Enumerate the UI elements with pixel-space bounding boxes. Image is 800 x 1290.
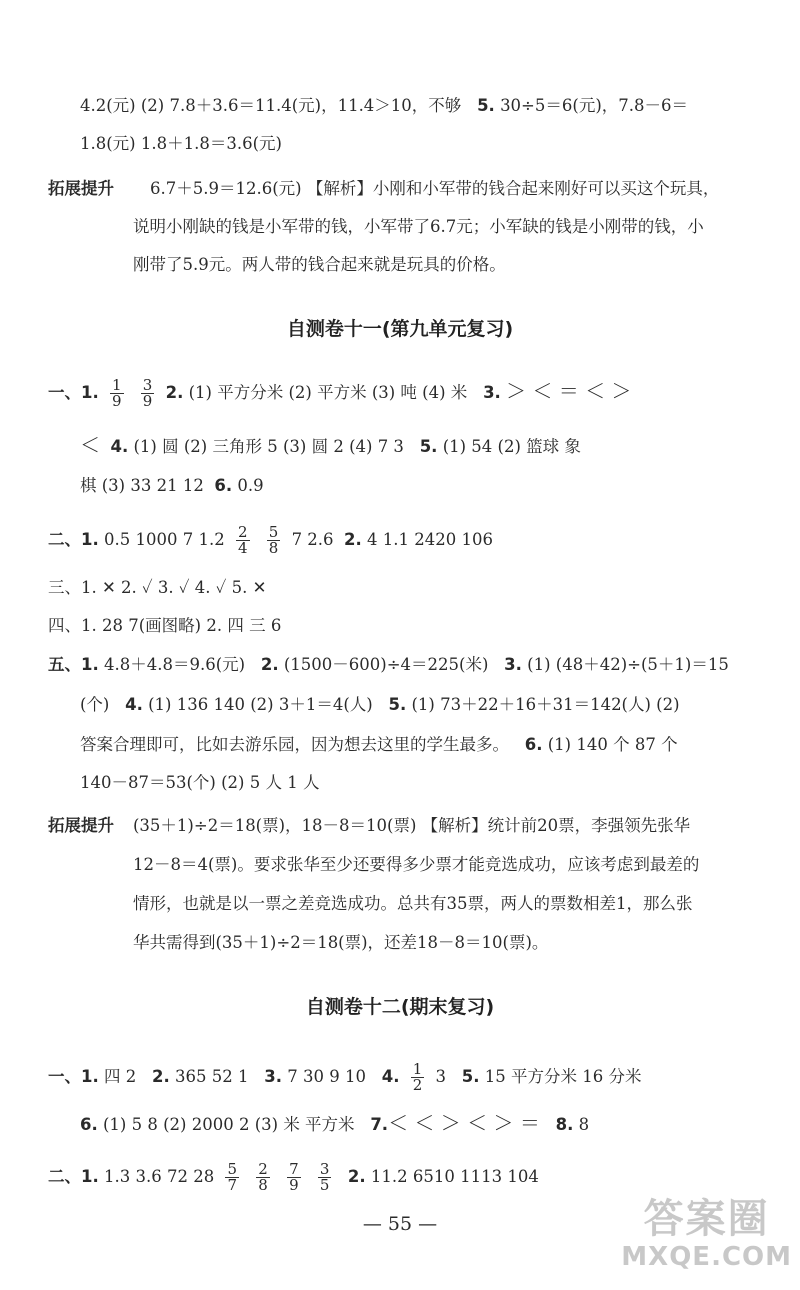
extension-text: 情形，也就是以一票之差竞选成功。总共有35票，两人的票数相差1，那么张 (133, 894, 693, 913)
answer-line: 1.8(元) 1.8＋1.8＝3.6(元) (80, 134, 282, 153)
extension-text: 6.7＋5.9＝12.6(元) 【解析】小刚和小军带的钱合起来刚好可以买这个玩具， (150, 179, 720, 198)
extension-text: (35＋1)÷2＝18(票)，18－8＝10(票) 【解析】统计前20票，李强领先张华 (133, 816, 691, 835)
fraction: $\frac{1}{9}$ (112, 376, 122, 410)
answer-line: 140－87＝53(个) (2) 5 人 1 人 (80, 773, 320, 792)
answer-line: 五、1. 4.8＋4.8＝9.6(元) 2. (1500－600)÷4＝225(米) 3. (1) (48＋42)÷(5＋1)＝15 (48, 655, 729, 674)
watermark-url: MXQE.COM (621, 1242, 792, 1272)
answer-line: 一、1. 四 2 2. 365 52 1 3. 7 30 9 10 4. $\frac{1}{2}$ 3 5. 15 平方分米 16 分米 (48, 1060, 642, 1094)
extension-label: 拓展提升 (48, 179, 114, 198)
answer-line: 4.2(元) (2) 7.8＋3.6＝11.4(元)，11.4＞10，不够 5. 30÷5＝6(元)，7.8－6＝ (80, 96, 688, 115)
extension-text: 刚带了5.9元。两人带的钱合起来就是玩具的价格。 (133, 255, 506, 274)
extension-label: 拓展提升 (48, 816, 114, 835)
fraction: $\frac{2}{4}$ (237, 523, 248, 557)
fraction: $\frac{5}{8}$ (268, 523, 279, 557)
watermark-logo (621, 1196, 792, 1272)
answer-line: 四、1. 28 7(画图略) 2. 四 三 6 (48, 616, 282, 635)
answer-line: 二、1. 0.5 1000 7 1.2 $\frac{2}{4}$ $\frac{5}{8}$ 7 2.6 2. 4 1.1 2420 106 (48, 523, 494, 557)
extension-text: 说明小刚缺的钱是小军带的钱，小军带了6.7元；小军缺的钱是小刚带的钱，小 (133, 217, 704, 236)
fraction: $\frac{7}{9}$ (289, 1160, 299, 1194)
fraction: $\frac{2}{8}$ (258, 1160, 268, 1194)
answer-line: (个) 4. (1) 136 140 (2) 3＋1＝4(人) 5. (1) 73＋22＋16＋31＝142(人) (2) (80, 695, 680, 714)
fraction: $\frac{1}{2}$ (412, 1060, 423, 1094)
answer-line: 6. (1) 5 8 (2) 2000 2 (3) 米 平方米 7.＜ ＜ ＞ ＜ ＞ ＝ 8. 8 (80, 1111, 590, 1135)
answer-line: 二、1. 1.3 3.6 72 28 $\frac{5}{7}$ $\frac{2}{8}$ $\frac{7}{9}$ $\frac{3}{5}$ 2. 11.2 6510 1113 104 (48, 1160, 539, 1194)
section-heading: 自测卷十二(期末复习) (305, 996, 495, 1018)
fraction: $\frac{3}{5}$ (319, 1160, 330, 1194)
section-heading: 自测卷十一(第九单元复习) (286, 318, 514, 340)
extension-text: 12－8＝4(票)。要求张华至少还要得多少票才能竞选成功，应该考虑到最差的 (133, 855, 700, 874)
page-number: — 55 — (362, 1213, 438, 1235)
extension-text: 华共需得到(35＋1)÷2＝18(票)，还差18－8＝10(票)。 (133, 933, 549, 952)
answer-line: 一、1. $\frac{1}{9}$ $\frac{3}{9}$ 2. (1) 平方分米 (2) 平方米 (3) 吨 (4) 米 3. ＞ ＜ ＝ ＜ ＞ (48, 376, 632, 410)
watermark-text: 答案圈 (643, 1196, 770, 1242)
answer-line: ＜ 4. (1) 圆 (2) 三角形 5 (3) 圆 2 (4) 7 3 5. (1) 54 (2) 篮球 象 (80, 433, 581, 457)
answer-line: 三、1. ✕ 2. ✓ 3. ✓ 4. ✓ 5. ✕ (48, 578, 267, 597)
fraction: $\frac{3}{9}$ (142, 376, 153, 410)
answer-line: 棋 (3) 33 21 12 6. 0.9 (80, 476, 264, 495)
answer-line: 答案合理即可，比如去游乐园，因为想去这里的学生最多。 6. (1) 140 个 87 个 (80, 735, 678, 754)
fraction: $\frac{5}{7}$ (227, 1160, 238, 1194)
